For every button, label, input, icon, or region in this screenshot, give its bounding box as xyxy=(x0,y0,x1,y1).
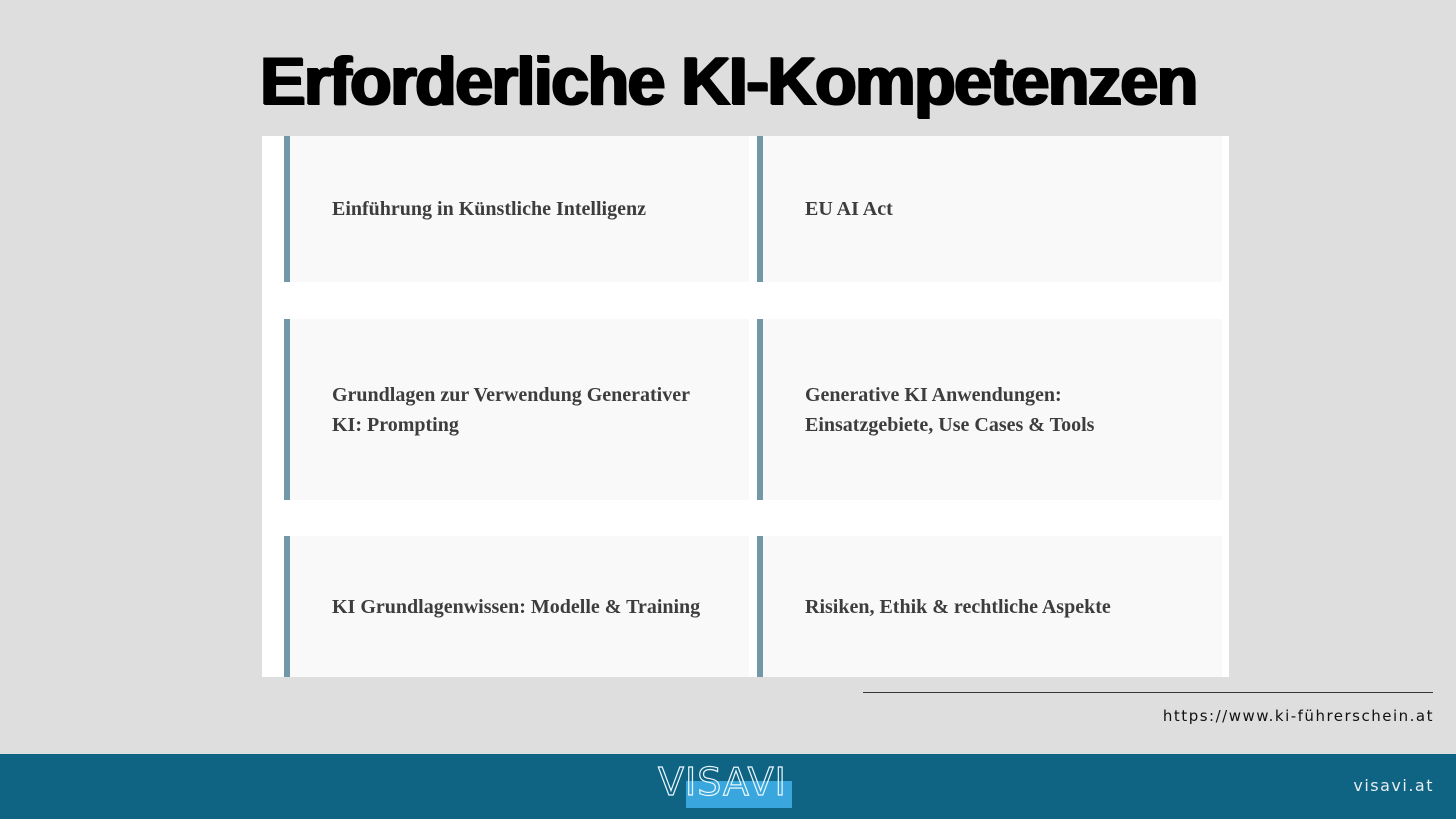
competency-card xyxy=(284,136,749,282)
competency-card xyxy=(284,536,749,677)
card-label: EU AI Act xyxy=(805,198,893,220)
slide-title: Erforderliche KI-Kompetenzen xyxy=(259,43,1197,119)
footer-bar xyxy=(0,754,1456,819)
competency-card xyxy=(757,536,1222,677)
card-label: Einführung in Künstliche Intelligenz xyxy=(332,198,646,220)
competency-card xyxy=(757,319,1222,500)
visavi-logo xyxy=(658,760,792,808)
logo-text: VISAVI xyxy=(658,760,787,804)
competency-card xyxy=(757,136,1222,282)
competency-card xyxy=(284,319,749,500)
card-label: Generative KI Anwendungen: Einsatzgebiete, Use Cases & Tools xyxy=(805,383,1095,436)
card-label: KI Grundlagenwissen: Modelle & Training xyxy=(332,595,701,618)
footer-domain: visavi.at xyxy=(1353,776,1434,795)
divider-line xyxy=(863,692,1433,693)
card-label: Grundlagen zur Verwendung Generativer KI: Prompting xyxy=(332,383,690,436)
website-url: https://www.ki-führerschein.at xyxy=(1162,707,1434,725)
card-label: Risiken, Ethik & rechtliche Aspekte xyxy=(805,595,1111,618)
competency-panel xyxy=(262,136,1229,677)
